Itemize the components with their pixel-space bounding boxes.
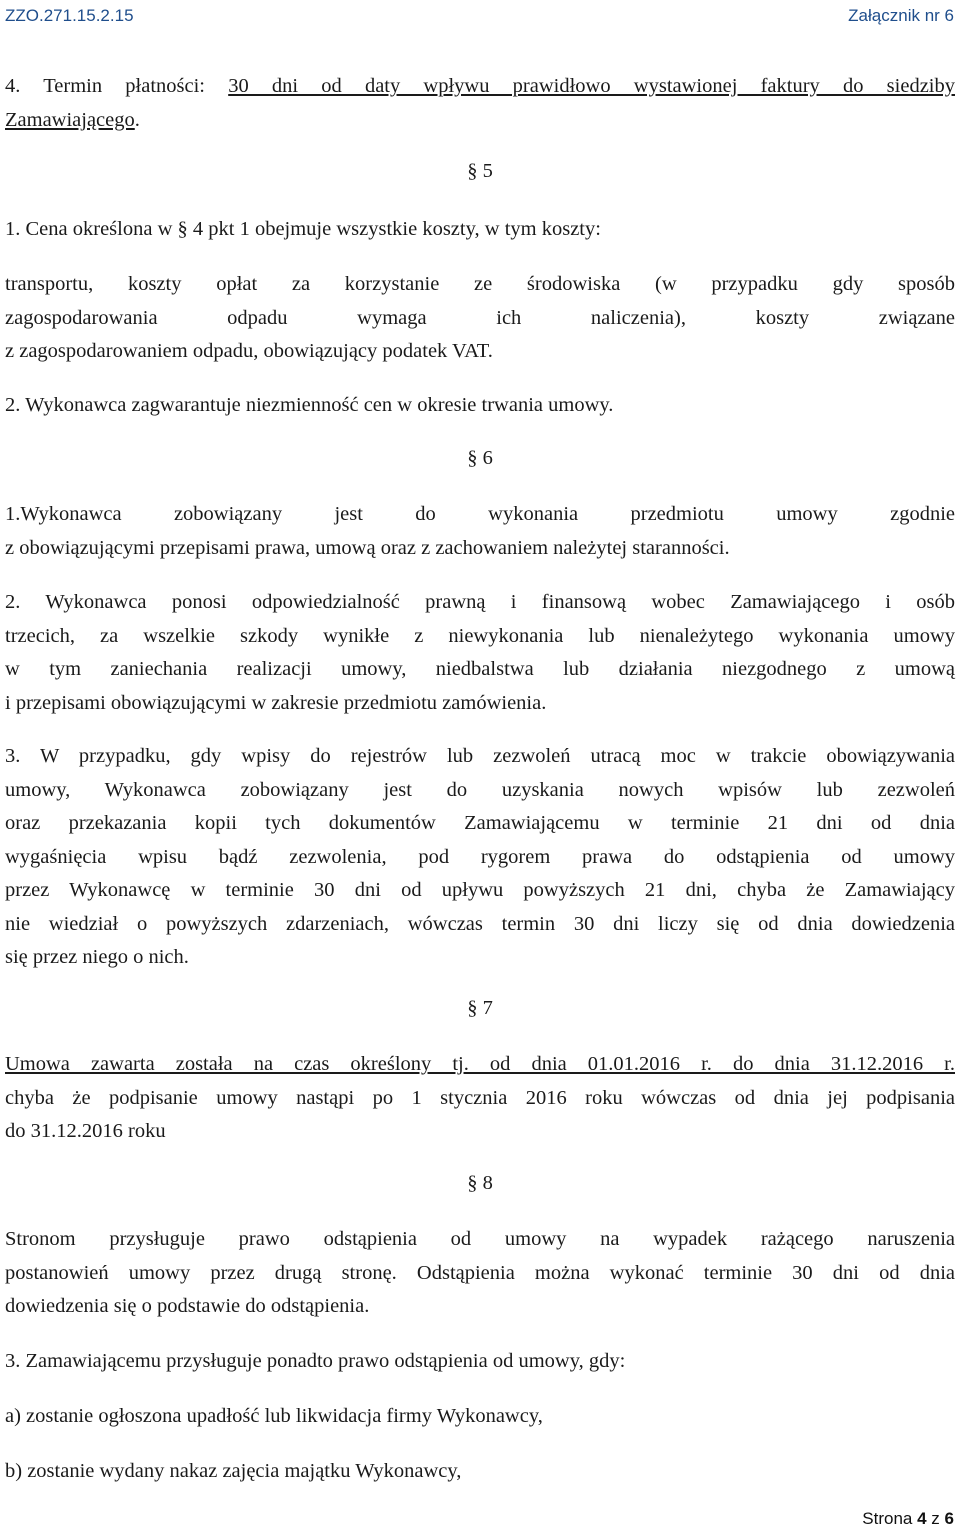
s6-p3-line-2: umowy, Wykonawca zobowiązany jest do uzyskania nowych wpisów lub zezwoleń	[5, 778, 955, 801]
section-8-heading: § 8	[467, 1172, 493, 1194]
payment-term-line-2	[5, 104, 955, 138]
s8-item-a: a) zostanie ogłoszona upadłość lub likwidacja firmy Wykonawcy,	[5, 1405, 543, 1427]
section-8-item-b	[5, 1455, 955, 1489]
s6-p3-line-1: 3. W przypadku, gdy wpisy do rejestrów lub zezwoleń utracą moc w trakcie obowiązywania	[5, 745, 955, 767]
s5-line-4: z zagospodarowaniem odpadu, obowiązujący podatek VAT.	[5, 340, 493, 362]
attachment-label: Załącznik nr 6	[848, 6, 954, 25]
section-5-paragraph-2	[5, 389, 955, 423]
current-page: 4	[917, 1509, 927, 1528]
s5-line-2: transportu, koszty opłat za korzystanie ze środowiska (w przypadku gdy sposób	[5, 273, 955, 295]
s6-p3-line-6: nie wiedział o powyższych zdarzeniach, wówczas termin 30 dni liczy się od dnia dowiedzenia	[5, 912, 955, 935]
section-6-heading: § 6	[467, 447, 493, 469]
s6-p3-line-7: się przez niego o nich.	[5, 946, 189, 968]
s8-line-3: dowiedzenia się o podstawie do odstąpienia.	[5, 1295, 370, 1317]
s7-line-1: Umowa zawarta została na czas określony tj. od dnia 01.01.2016 r. do dnia 31.12.2016 r.	[5, 1053, 955, 1075]
s8-item-b: b) zostanie wydany nakaz zajęcia majątku Wykonawcy,	[5, 1460, 462, 1482]
s6-p2-line-1: 2. Wykonawca ponosi odpowiedzialność prawną i finansową wobec Zamawiającego i osób	[5, 591, 955, 613]
section-8-paragraph-1	[5, 1223, 955, 1324]
s6-p3-line-4: wygaśnięcia wpisu bądź zezwolenia, pod rygorem prawa do odstąpienia od umowy	[5, 845, 955, 868]
section-5-paragraph-1	[5, 213, 955, 247]
page-label: Strona	[862, 1509, 913, 1528]
section-6-paragraph-3	[5, 740, 955, 975]
payment-term-line-1	[5, 70, 955, 104]
s6-p2-line-4: i przepisami obowiązującymi w zakresie przedmiotu zamówienia.	[5, 691, 547, 714]
s8-line-2: postanowień umowy przez drugą stronę. Odstąpienia można wykonać terminie 30 dni od dnia	[5, 1261, 955, 1284]
section-8-item-a	[5, 1400, 955, 1434]
s6-p1-line-2: z obowiązującymi przepisami prawa, umową oraz z zachowaniem należytej staranności.	[5, 536, 730, 559]
total-pages: 6	[944, 1509, 954, 1528]
s7-line-2: chyba że podpisanie umowy nastąpi po 1 stycznia 2016 roku wówczas od dnia jej podpisania	[5, 1086, 955, 1109]
s8-line-1: Stronom przysługuje prawo odstąpienia od umowy na wypadek rażącego naruszenia	[5, 1228, 955, 1250]
s6-p1-line-1: 1.Wykonawca zobowiązany jest do wykonania przedmiotu umowy zgodnie	[5, 503, 955, 525]
page-number	[862, 1509, 954, 1529]
s5-p2: 2. Wykonawca zagwarantuje niezmienność cen w okresie trwania umowy.	[5, 394, 614, 416]
s8-p3: 3. Zamawiającemu przysługuje ponadto prawo odstąpienia od umowy, gdy:	[5, 1350, 626, 1372]
s7-line-3: do 31.12.2016 roku	[5, 1120, 166, 1142]
s5-line-1: 1. Cena określona w § 4 pkt 1 obejmuje wszystkie koszty, w tym koszty:	[5, 218, 601, 240]
section-5-heading: § 5	[467, 160, 493, 182]
s6-p3-line-3: oraz przekazania kopii tych dokumentów Zamawiającemu w terminie 21 dni od dnia	[5, 812, 955, 834]
section-8-paragraph-3	[5, 1345, 955, 1379]
section-6-paragraph-2	[5, 586, 955, 720]
section-7-heading: § 7	[467, 997, 493, 1019]
section-6-paragraph-1	[5, 498, 955, 565]
s6-p2-line-3: w tym zaniechania realizacji umowy, niedbalstwa lub działania niezgodnego z umową	[5, 658, 955, 680]
payment-term-suffix: .	[134, 108, 140, 131]
document-reference: ZZO.271.15.2.15	[5, 6, 134, 25]
s6-p3-line-5: przez Wykonawcę w terminie 30 dni od upływu powyższych 21 dni, chyba że Zamawiający	[5, 879, 955, 901]
payment-term-underlined-2: Zamawiającego	[5, 108, 135, 131]
s6-p2-line-2: trzecich, za wszelkie szkody wynikłe z niewykonania lub nienależytego wykonania umowy	[5, 624, 955, 647]
payment-term-paragraph	[5, 70, 955, 137]
s5-line-3: zagospodarowania odpadu wymaga ich naliczenia), koszty związane	[5, 306, 955, 329]
payment-term-underlined: 30 dni od daty wpływu prawidłowo wystawionej faktury do siedziby	[228, 75, 955, 97]
section-7-paragraph	[5, 1048, 955, 1149]
section-5-paragraph-1-cont	[5, 268, 955, 369]
payment-term-prefix: 4. Termin płatności:	[5, 75, 229, 97]
page-separator: z	[931, 1509, 940, 1528]
